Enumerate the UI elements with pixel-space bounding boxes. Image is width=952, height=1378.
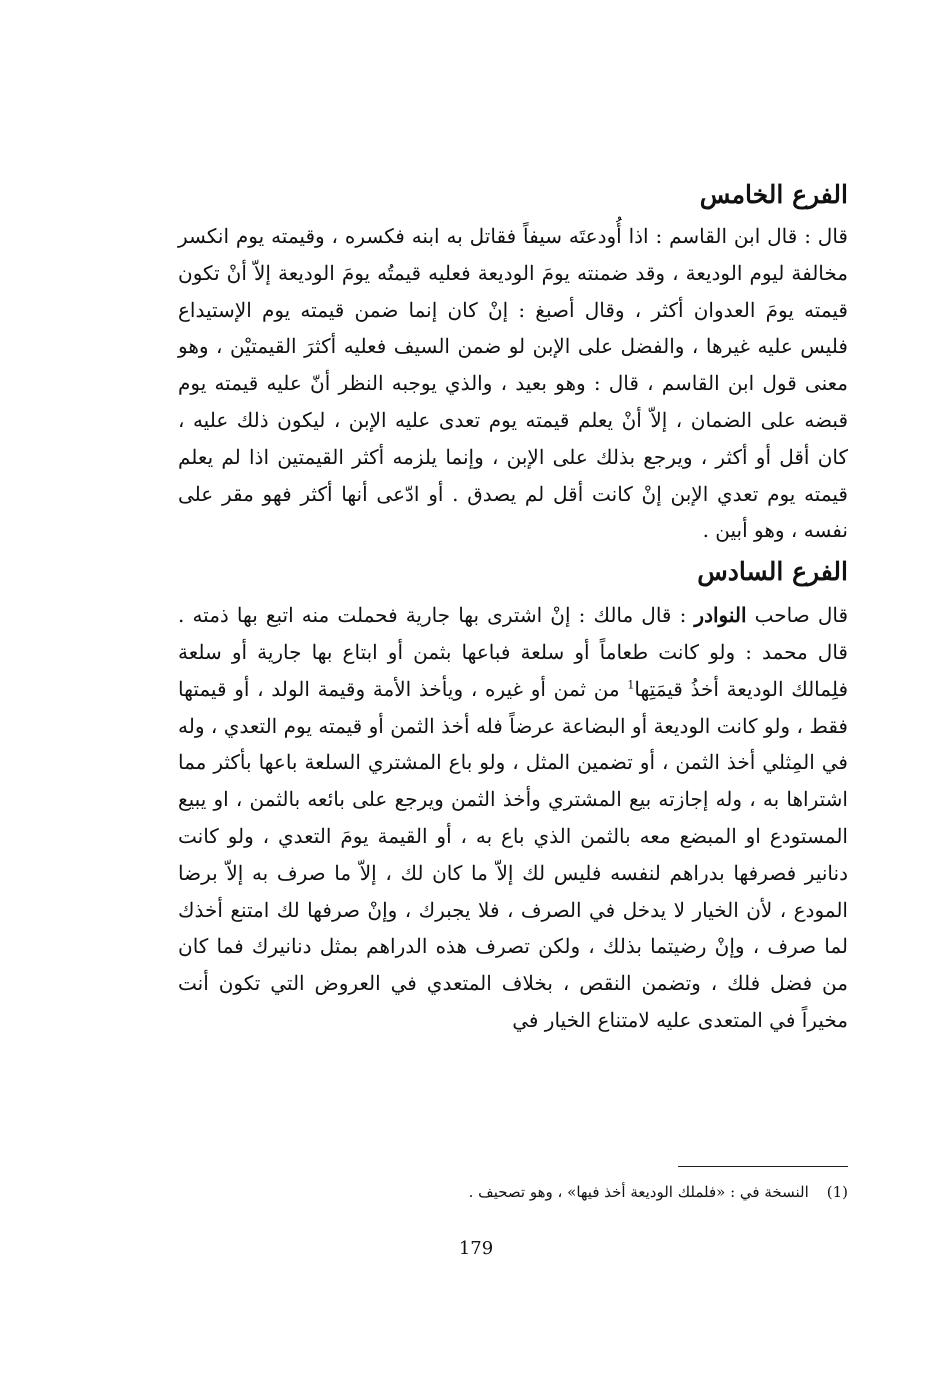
footnote [380, 1180, 848, 1204]
footnote-marker: (1) [826, 1183, 848, 1201]
section-6-intro: قال صاحب [746, 603, 849, 628]
section-6-text-part-2: من ثمن أو غيره ، ويأخذ الأمة وقيمة الولد ، أو قيمتها فقط ، ولو كانت الوديعة أو البضاعة عرضاً فله أخذ الثمن أو قيمته يوم التعدي ، وله في المِثلي أخذ الثمن ، أو تضمين المثل ، ولو باع المشتري السلعة باعها بأكثر مما اشتراها به ، وله إجازته بيع المشتري وأخذ الثمن ويرجع على بائعه بالثمن ، او يبيع المستودع او المبضع معه بالثمن الذي باع به ، أو القيمة يومَ التعدي ، ولو كانت دنانير فصرفها بدراهم لنفسه فليس لك إلاّ ما كان لك ، إلاّ ما صرف به إلاّ برضا المودع ، لأن الخيار لا يدخل في الصرف ، فلا يجبرك ، وإنْ صرفها لك امتنع أخذك لما صرف ، وإنْ رضيتما بذلك ، ولكن تصرف هذه الدراهم بمثل دنانيرك فما كان من فضل فلك ، وتضمن النقص ، بخلاف المتعدي في العروض التي تكون أنت مخيراً في المتعدى عليه لامتناع الخيار في [178, 676, 848, 1032]
section-6 [178, 553, 848, 1039]
source-title: النوادر [694, 603, 747, 628]
section-5 [178, 176, 848, 549]
section-5-heading: الفرع الخامس [699, 180, 848, 209]
section-5-paragraph: قال : قال ابن القاسم : اذا أُودعتَه سيفاً فقاتل به ابنه فكسره ، وقيمته يوم انكسر مخالفة ليوم الوديعة ، وقد ضمنته يومَ الوديعة فعليه قيمتُه يومَ الوديعة إلاّ أنْ تكون قيمته يومَ العدوان أكثر ، وقال أصبغ : إنْ كان إنما ضمن قيمته يوم الإستيداع فليس عليه غيرها ، والفضل على الإبن لو ضمن السيف فعليه أكثرَ القيمتيْن ، وهو معنى قول ابن القاسم ، قال : وهو بعيد ، والذي يوجبه النظر أنّ عليه قيمته يوم قبضه على الضمان ، إلاّ أنْ يعلم قيمته يوم تعدى عليه الإبن ، ليكون ذلك عليه ، كان أقل أو أكثر ، ويرجع بذلك على الإبن ، وإنما يلزمه أكثر القيمتين اذا لم يعلم قيمته يوم تعدي الإبن إنْ كانت أقل لم يصدق . أو ادّعى أنها أكثر فهو مقر على نفسه ، وهو أبين . [178, 224, 848, 543]
footnote-divider [678, 1166, 848, 1167]
page-number: 179 [458, 1238, 494, 1259]
footnote-reference: 1 [627, 678, 635, 692]
main-text [178, 176, 848, 1039]
footnote-text: النسخة في : «فلملك الوديعة أخذ فيها» ، وهو تصحيف . [468, 1183, 809, 1201]
section-6-paragraph [178, 597, 848, 1039]
section-6-text-part-1: : قال مالك : إنْ اشترى بها جارية فحملت منه اتبع بها ذمته . قال محمد : ولو كانت طعاماً أو سلعة فباعها بثمن أو ابتاع بها جارية أو سلعة فلِمالك الوديعة أخذُ قيمَتِها [178, 603, 849, 701]
section-6-heading: الفرع السادس [697, 557, 848, 587]
